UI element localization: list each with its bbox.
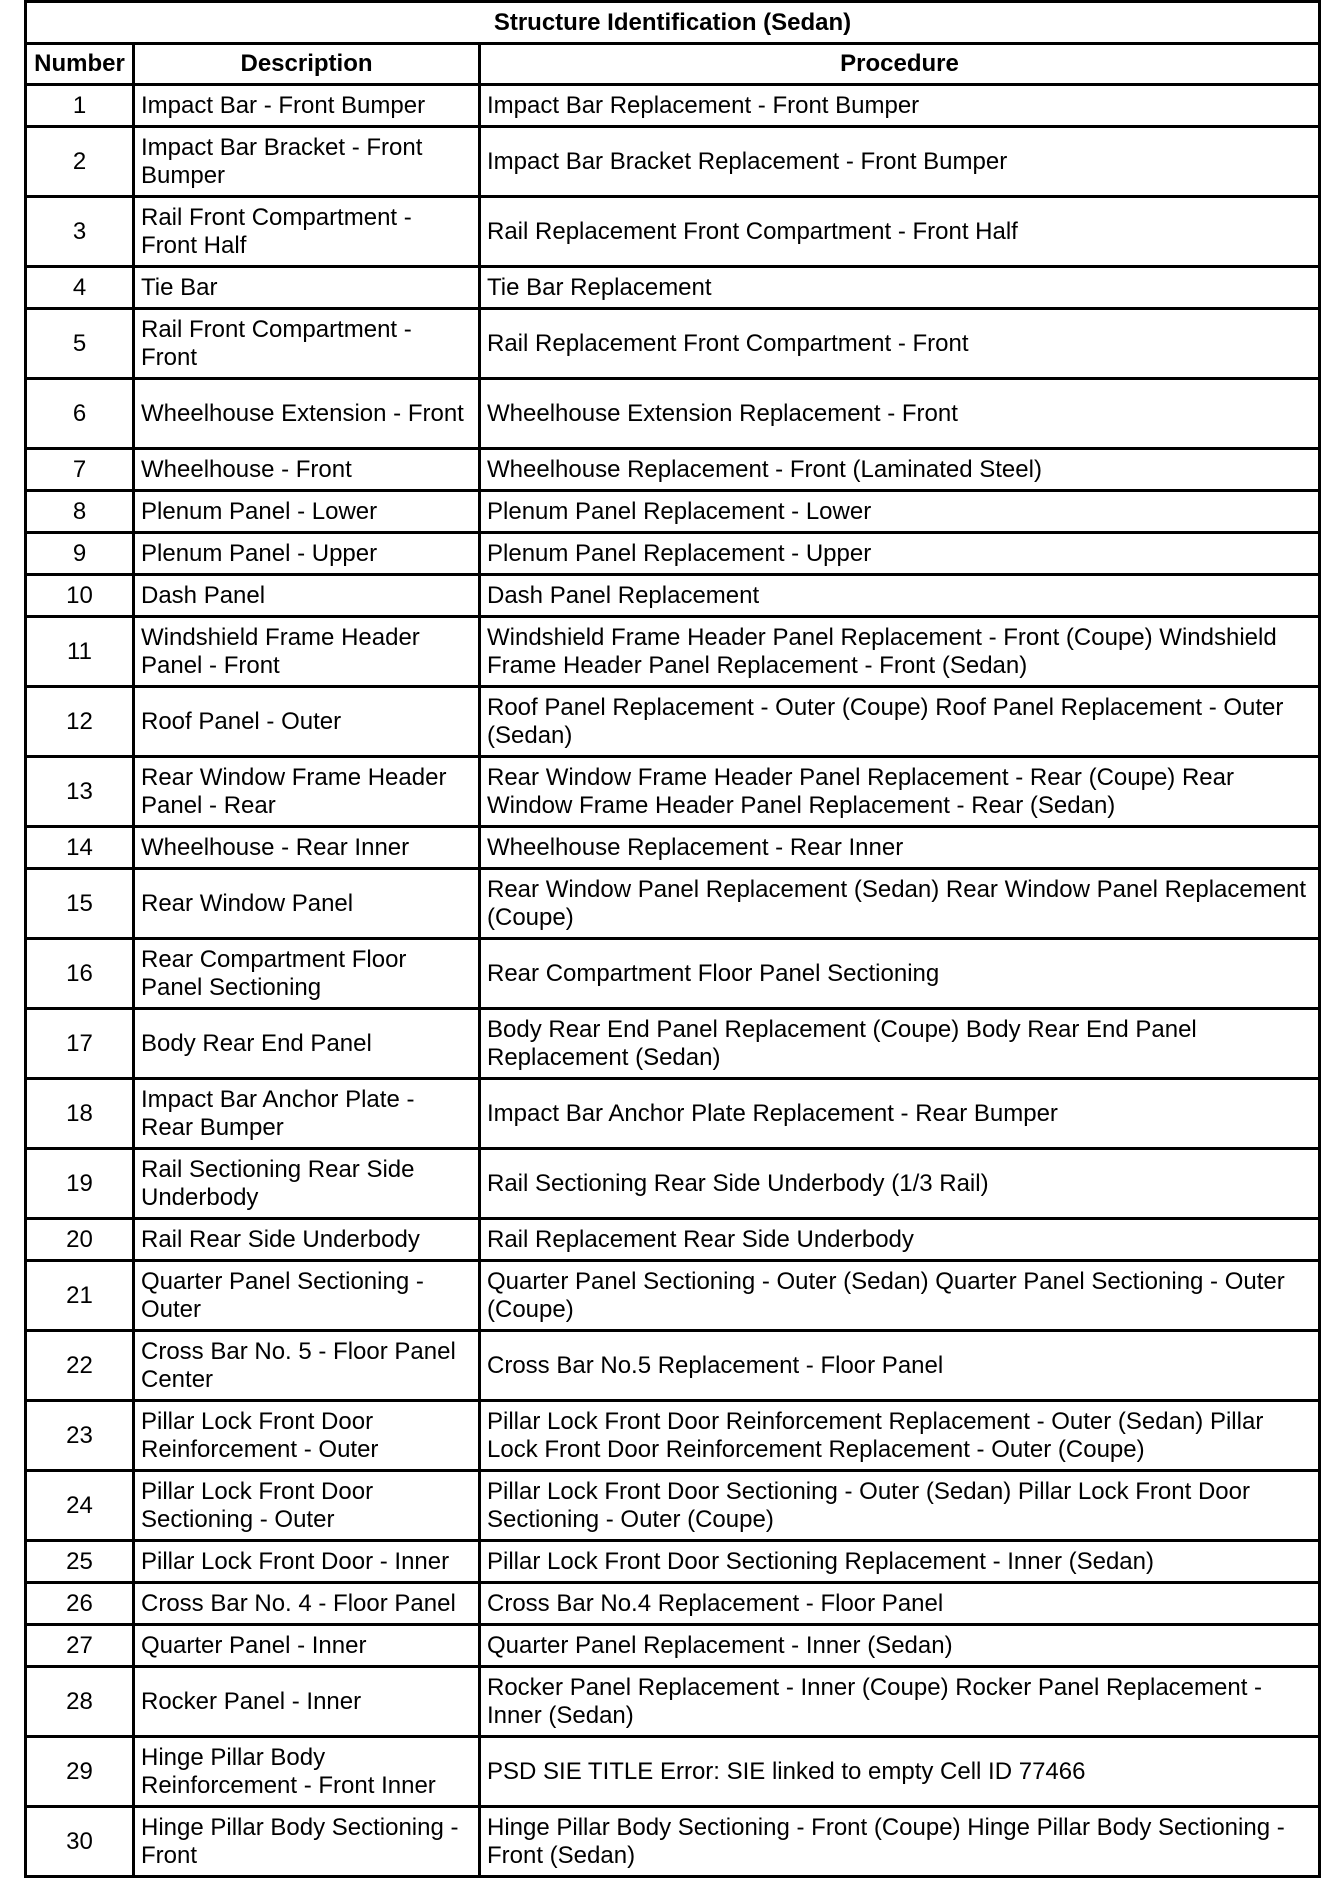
row-description: Plenum Panel - Lower [134,491,480,533]
row-description: Quarter Panel Sectioning - Outer [134,1261,480,1331]
row-procedure: Impact Bar Replacement - Front Bumper [480,85,1320,127]
row-number: 3 [26,197,134,267]
row-number: 29 [26,1737,134,1807]
row-number: 16 [26,939,134,1009]
row-procedure: Dash Panel Replacement [480,575,1320,617]
row-procedure: Rail Sectioning Rear Side Underbody (1/3 Rail) [480,1149,1320,1219]
row-description: Pillar Lock Front Door Sectioning - Outer [134,1471,480,1541]
table-row [26,1401,1320,1471]
row-description: Windshield Frame Header Panel - Front [134,617,480,687]
row-number: 15 [26,869,134,939]
row-number: 23 [26,1401,134,1471]
table-title: Structure Identification (Sedan) [26,2,1320,44]
row-description: Quarter Panel - Inner [134,1625,480,1667]
row-number: 2 [26,127,134,197]
table-row [26,1541,1320,1583]
row-description: Roof Panel - Outer [134,687,480,757]
row-number: 12 [26,687,134,757]
row-number: 13 [26,757,134,827]
table-row [26,617,1320,687]
row-description: Impact Bar Bracket - Front Bumper [134,127,480,197]
row-number: 11 [26,617,134,687]
row-description: Rocker Panel - Inner [134,1667,480,1737]
row-description: Pillar Lock Front Door - Inner [134,1541,480,1583]
row-description: Plenum Panel - Upper [134,533,480,575]
header-description: Description [134,44,480,85]
row-procedure: Cross Bar No.4 Replacement - Floor Panel [480,1583,1320,1625]
row-procedure: Body Rear End Panel Replacement (Coupe) Body Rear End Panel Replacement (Sedan) [480,1009,1320,1079]
table-row [26,687,1320,757]
row-procedure: Plenum Panel Replacement - Lower [480,491,1320,533]
row-number: 7 [26,449,134,491]
table-row [26,197,1320,267]
row-procedure: Rear Window Frame Header Panel Replacement - Rear (Coupe) Rear Window Frame Header Panel Replacement - Rear (Sedan) [480,757,1320,827]
table-row [26,1261,1320,1331]
row-description: Impact Bar - Front Bumper [134,85,480,127]
row-number: 9 [26,533,134,575]
row-procedure: Wheelhouse Extension Replacement - Front [480,379,1320,449]
table-row [26,939,1320,1009]
row-procedure: Plenum Panel Replacement - Upper [480,533,1320,575]
structure-identification-table [24,0,1321,1878]
row-number: 20 [26,1219,134,1261]
row-number: 6 [26,379,134,449]
table-row [26,1219,1320,1261]
table-row [26,1667,1320,1737]
row-procedure: PSD SIE TITLE Error: SIE linked to empty Cell ID 77466 [480,1737,1320,1807]
row-description: Wheelhouse - Front [134,449,480,491]
table-row [26,85,1320,127]
row-number: 5 [26,309,134,379]
table-row [26,1331,1320,1401]
row-description: Body Rear End Panel [134,1009,480,1079]
row-number: 10 [26,575,134,617]
row-description: Rail Front Compartment - Front Half [134,197,480,267]
row-procedure: Pillar Lock Front Door Sectioning Replacement - Inner (Sedan) [480,1541,1320,1583]
row-procedure: Pillar Lock Front Door Reinforcement Replacement - Outer (Sedan) Pillar Lock Front Door Reinforcement Replacement - Outer (Coupe) [480,1401,1320,1471]
row-number: 14 [26,827,134,869]
row-number: 25 [26,1541,134,1583]
row-number: 8 [26,491,134,533]
row-procedure: Rail Replacement Rear Side Underbody [480,1219,1320,1261]
row-description: Wheelhouse - Rear Inner [134,827,480,869]
table-row [26,575,1320,617]
row-description: Rear Window Panel [134,869,480,939]
row-number: 21 [26,1261,134,1331]
row-description: Cross Bar No. 4 - Floor Panel [134,1583,480,1625]
row-procedure: Wheelhouse Replacement - Rear Inner [480,827,1320,869]
row-description: Hinge Pillar Body Sectioning - Front [134,1807,480,1877]
row-number: 27 [26,1625,134,1667]
row-description: Rail Rear Side Underbody [134,1219,480,1261]
table-row [26,533,1320,575]
table-row [26,1625,1320,1667]
row-procedure: Wheelhouse Replacement - Front (Laminated Steel) [480,449,1320,491]
row-procedure: Hinge Pillar Body Sectioning - Front (Coupe) Hinge Pillar Body Sectioning - Front (Sedan) [480,1807,1320,1877]
table-row [26,1079,1320,1149]
table-row [26,267,1320,309]
row-number: 1 [26,85,134,127]
row-procedure: Impact Bar Anchor Plate Replacement - Rear Bumper [480,1079,1320,1149]
row-procedure: Quarter Panel Replacement - Inner (Sedan) [480,1625,1320,1667]
row-number: 30 [26,1807,134,1877]
row-procedure: Quarter Panel Sectioning - Outer (Sedan) Quarter Panel Sectioning - Outer (Coupe) [480,1261,1320,1331]
table-body [26,85,1320,1877]
row-number: 17 [26,1009,134,1079]
row-procedure: Cross Bar No.5 Replacement - Floor Panel [480,1331,1320,1401]
row-number: 19 [26,1149,134,1219]
row-description: Impact Bar Anchor Plate - Rear Bumper [134,1079,480,1149]
table-row [26,1009,1320,1079]
row-procedure: Tie Bar Replacement [480,267,1320,309]
row-number: 24 [26,1471,134,1541]
row-number: 22 [26,1331,134,1401]
row-description: Hinge Pillar Body Reinforcement - Front Inner [134,1737,480,1807]
table-row [26,1149,1320,1219]
row-procedure: Rear Window Panel Replacement (Sedan) Rear Window Panel Replacement (Coupe) [480,869,1320,939]
table-row [26,379,1320,449]
row-procedure: Rail Replacement Front Compartment - Front Half [480,197,1320,267]
row-procedure: Roof Panel Replacement - Outer (Coupe) Roof Panel Replacement - Outer (Sedan) [480,687,1320,757]
row-description: Cross Bar No. 5 - Floor Panel Center [134,1331,480,1401]
row-description: Wheelhouse Extension - Front [134,379,480,449]
row-procedure: Windshield Frame Header Panel Replacement - Front (Coupe) Windshield Frame Header Panel Replacement - Front (Sedan) [480,617,1320,687]
row-description: Dash Panel [134,575,480,617]
header-procedure: Procedure [480,44,1320,85]
row-procedure: Rear Compartment Floor Panel Sectioning [480,939,1320,1009]
table-row [26,757,1320,827]
row-description: Rail Front Compartment - Front [134,309,480,379]
row-procedure: Pillar Lock Front Door Sectioning - Outer (Sedan) Pillar Lock Front Door Sectioning - Outer (Coupe) [480,1471,1320,1541]
table-row [26,309,1320,379]
row-description: Tie Bar [134,267,480,309]
row-description: Pillar Lock Front Door Reinforcement - Outer [134,1401,480,1471]
row-number: 18 [26,1079,134,1149]
table-row [26,1737,1320,1807]
row-number: 26 [26,1583,134,1625]
table-row [26,1471,1320,1541]
row-number: 28 [26,1667,134,1737]
table-row [26,1583,1320,1625]
header-number: Number [26,44,134,85]
table-row [26,827,1320,869]
table-row [26,1807,1320,1877]
table-row [26,869,1320,939]
row-description: Rear Compartment Floor Panel Sectioning [134,939,480,1009]
row-procedure: Rocker Panel Replacement - Inner (Coupe) Rocker Panel Replacement - Inner (Sedan) [480,1667,1320,1737]
table-row [26,127,1320,197]
table-row [26,449,1320,491]
table-row [26,491,1320,533]
row-description: Rail Sectioning Rear Side Underbody [134,1149,480,1219]
row-procedure: Rail Replacement Front Compartment - Front [480,309,1320,379]
row-description: Rear Window Frame Header Panel - Rear [134,757,480,827]
row-number: 4 [26,267,134,309]
row-procedure: Impact Bar Bracket Replacement - Front Bumper [480,127,1320,197]
